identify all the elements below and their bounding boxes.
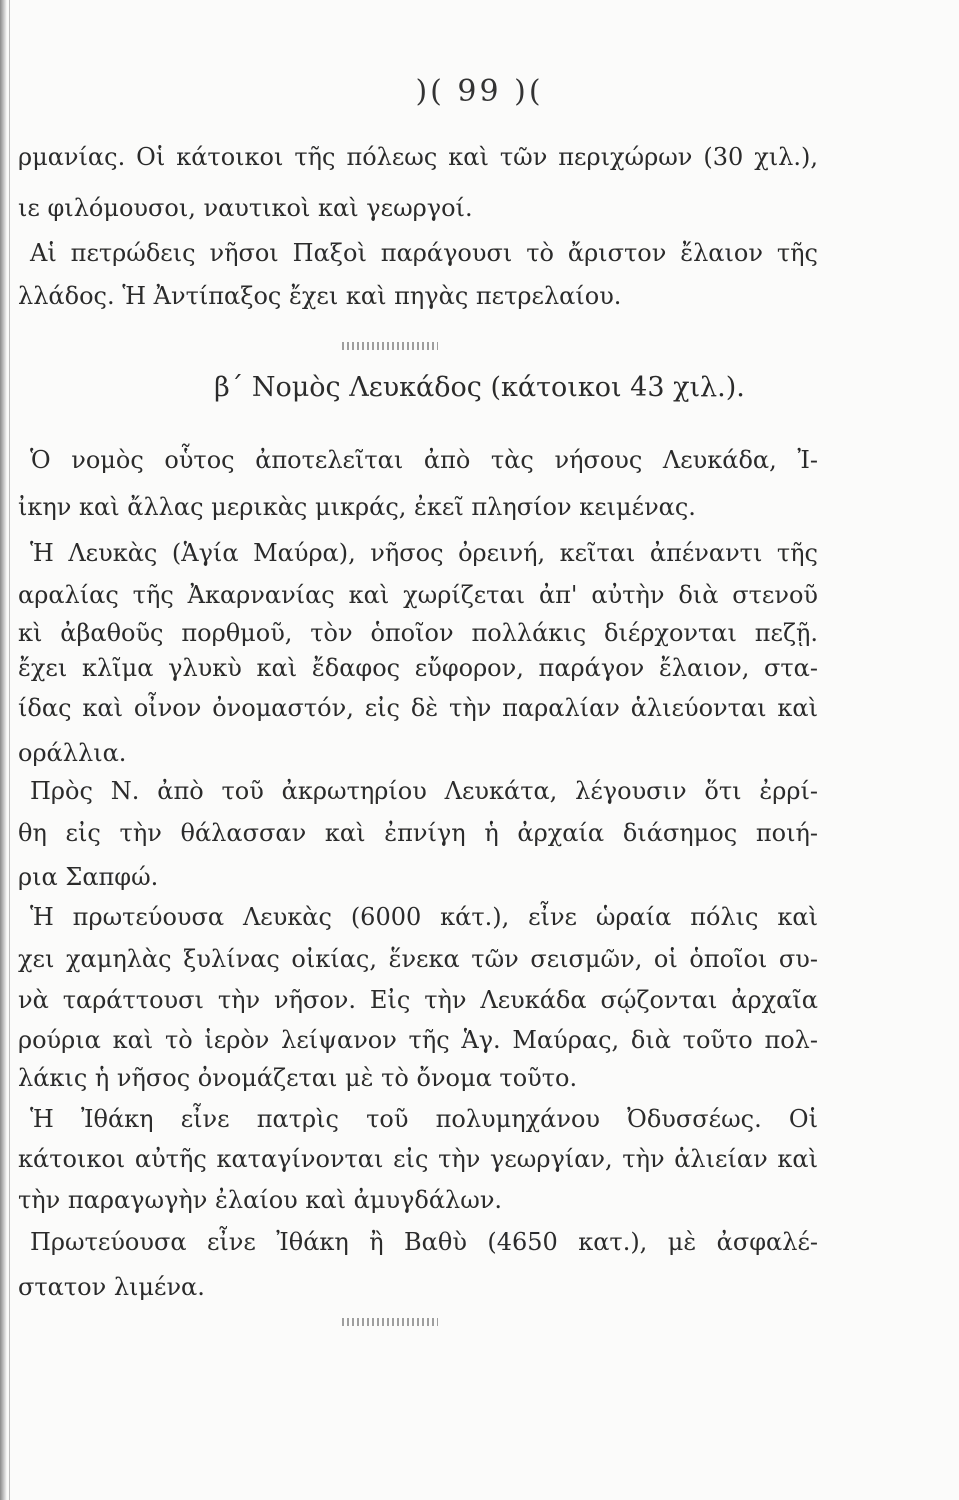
text-line: Αἱ πετρώδεις νῆσοι Παξοὶ παράγουσι τὸ ἄριστον ἔλαιον τῆς	[30, 239, 818, 267]
text-line: Ἡ Λευκὰς (Ἁγία Μαύρα), νῆσος ὀρεινή, κεῖται ἀπέναντι τῆς	[30, 539, 818, 567]
text-line: ρμανίας. Οἱ κάτοικοι τῆς πόλεως καὶ τῶν περιχώρων (30 χιλ.),	[18, 143, 818, 171]
text-line: χει χαμηλὰς ξυλίνας οἰκίας, ἕνεκα τῶν σεισμῶν, οἱ ὁποῖοι συ-	[18, 945, 818, 973]
text-line: νὰ ταράττουσι τὴν νῆσον. Εἰς τὴν Λευκάδα σῴζονται ἀρχαῖα	[18, 986, 818, 1014]
text-line: ἰκην καὶ ἄλλας μερικὰς μικράς, ἐκεῖ πλησίον κειμένας.	[18, 493, 696, 521]
text-line: ρια Σαπφώ.	[18, 863, 159, 891]
text-line: τὴν παραγωγὴν ἐλαίου καὶ ἀμυγδάλων.	[18, 1186, 503, 1214]
text-line: ἔχει κλῖμα γλυκὺ καὶ ἔδαφος εὔφορον, παράγον ἔλαιον, στα-	[18, 654, 818, 682]
text-line: κάτοικοι αὐτῆς καταγίνονται εἰς τὴν γεωργίαν, τὴν ἁλιείαν καὶ	[18, 1145, 818, 1173]
text-line: στατον λιμένα.	[18, 1273, 205, 1301]
binding-gutter	[0, 0, 7, 1500]
text-line: Ἡ Ἰθάκη εἶνε πατρὶς τοῦ πολυμηχάνου Ὀδυσσέως. Οἱ	[30, 1105, 818, 1133]
text-line: θη εἰς τὴν θάλασσαν καὶ ἐπνίγη ἡ ἀρχαία διάσημος ποιή-	[18, 819, 818, 847]
text-line: οράλλια.	[18, 739, 127, 767]
binding-edge	[9, 0, 10, 1500]
text-line: ίδας καὶ οἶνον ὀνομαστόν, εἰς δὲ τὴν παραλίαν ἁλιεύονται καὶ	[18, 694, 818, 722]
text-line: Ἡ πρωτεύουσα Λευκὰς (6000 κάτ.), εἶνε ὡραία πόλις καὶ	[30, 903, 818, 931]
text-line: κὶ ἀβαθοῦς πορθμοῦ, τὸν ὁποῖον πολλάκις διέρχονται πεζῇ.	[18, 619, 818, 647]
end-divider	[342, 1318, 438, 1326]
page-number: )( 99 )(	[415, 74, 544, 109]
text-line: Ὁ νομὸς οὗτος ἀποτελεῖται ἀπὸ τὰς νήσους Λευκάδα, Ἰ-	[30, 446, 818, 474]
text-line: αραλίας τῆς Ἀκαρνανίας καὶ χωρίζεται ἀπ' αὐτὴν διὰ στενοῦ	[18, 581, 818, 609]
text-line: ρούρια καὶ τὸ ἱερὸν λείψανον τῆς Ἁγ. Μαύρας, διὰ τοῦτο πολ-	[18, 1026, 818, 1054]
text-line: ιε φιλόμουσοι, ναυτικοὶ καὶ γεωργοί.	[18, 194, 473, 222]
text-line: λλάδος. Ἡ Ἀντίπαξος ἔχει καὶ πηγὰς πετρελαίου.	[18, 282, 622, 310]
text-line: Πρωτεύουσα εἶνε Ἰθάκη ἢ Βαθὺ (4650 κατ.), μὲ ἀσφαλέ-	[30, 1228, 818, 1256]
section-divider	[342, 342, 438, 350]
text-line: λάκις ἡ νῆσος ὀνομάζεται μὲ τὸ ὄνομα τοῦτο.	[18, 1064, 578, 1092]
section-heading: β΄ Νομὸς Λευκάδος (κάτοικοι 43 χιλ.).	[214, 372, 745, 403]
text-line: Πρὸς Ν. ἀπὸ τοῦ ἀκρωτηρίου Λευκάτα, λέγουσιν ὅτι ἐρρί-	[30, 777, 818, 805]
